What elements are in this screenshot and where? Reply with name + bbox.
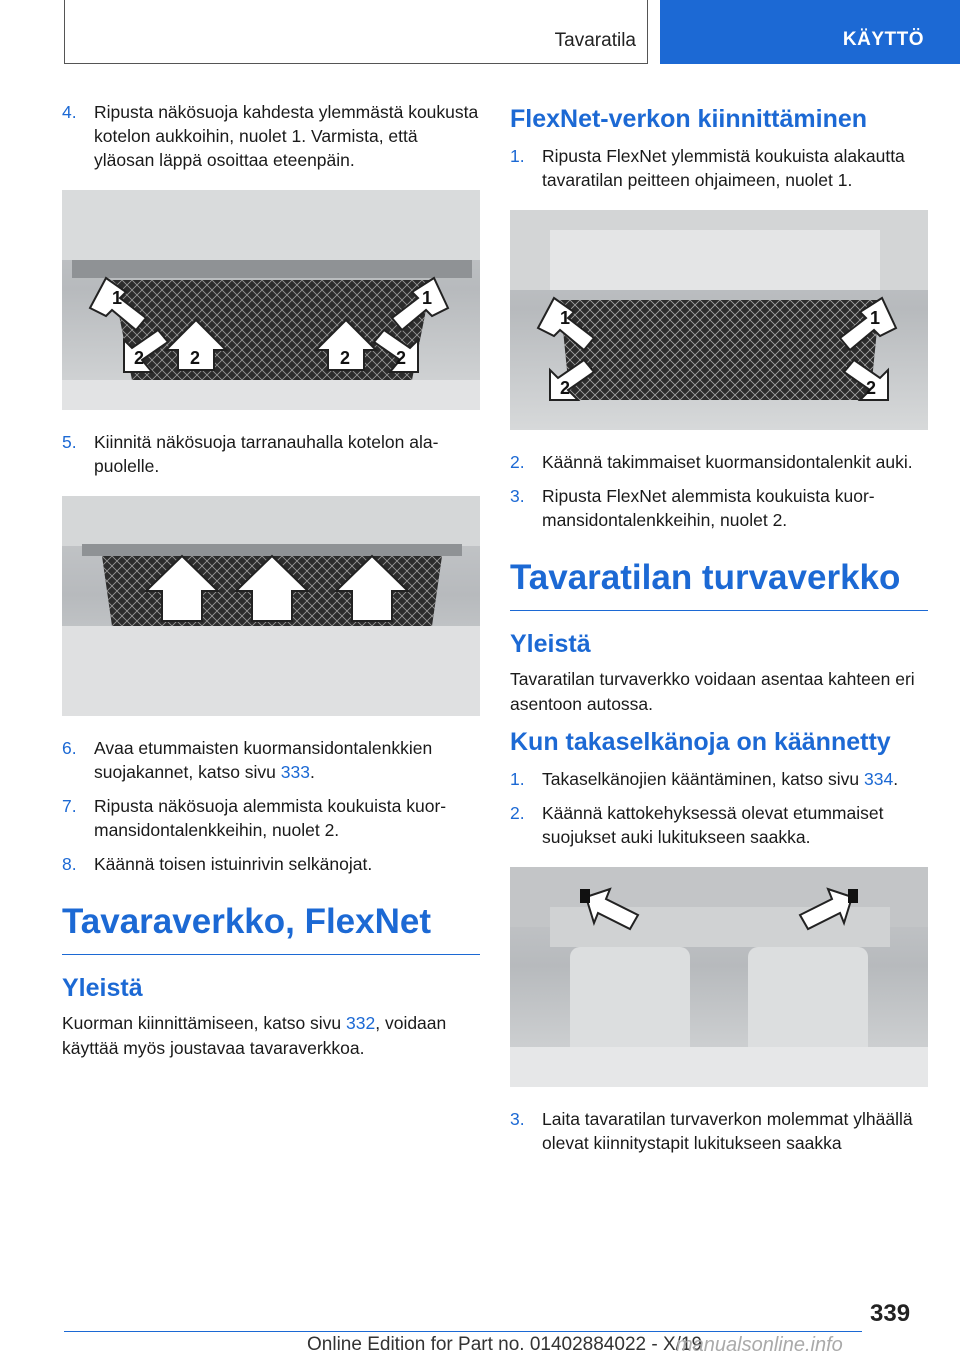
page-number: 339 [870,1300,911,1327]
step-text: Ripusta näkösuoja kahdesta ylemmästä koukusta kotelon aukkoihin, nuolet 1. Varmista, että yläosan läppä osoittaa eteenpäin. [94,102,479,170]
step-text: Ripusta näkösuoja alemmista koukuista kuormansidontalenkkeihin, nuolet 2. [94,796,447,840]
step-text: Käännä toisen istuinrivin selkänojat. [94,854,373,874]
figure-flexnet-hooks [510,210,928,430]
left-column [62,100,480,1071]
footer-edition: Online Edition for Part no. 01402884022 - X/19 [307,1334,703,1355]
figure-label-1: 1 [112,288,123,308]
step-2 [510,450,928,474]
page-link-334[interactable]: 334 [864,769,894,789]
figure-label-2: 2 [396,348,407,368]
paragraph-flexnet-general: Kuorman kiinnittämiseen, katso sivu 332, voidaan käyttää myös joustavaa tavaraverkkoa. [62,1013,447,1058]
page-link-332[interactable]: 332 [346,1013,376,1033]
step-3b [510,1107,928,1155]
step-4 [62,100,480,172]
figure-label-1: 1 [870,308,881,328]
figure-roof-covers [510,867,928,1087]
step-3 [510,484,928,532]
section-heading-safety-net: Tavaratilan turvaverkko [510,558,928,611]
figure-label-2: 2 [560,378,571,398]
step-number: 4. [62,102,77,122]
footer-divider [64,1331,862,1332]
figure-label-2: 2 [866,378,877,398]
watermark: manualsonline.info [676,1334,843,1356]
step-number: 6. [62,738,77,758]
figure-label-1: 1 [422,288,433,308]
right-column [510,100,928,1165]
step-text: Käännä takimmaiset kuormansidontalenkit auki. [542,452,913,472]
step-text: Ripusta FlexNet ylemmistä koukuista alakautta tavaratilan peitteen ohjaimeen, nuolet 1. [542,146,905,190]
section-title: Tavaratila [554,30,636,51]
step-2b [510,801,928,849]
step-8 [62,852,480,876]
step-1b: 1. Takaselkänojien kääntäminen, katso sivu 334. [510,769,899,789]
step-number: 3. [510,486,525,506]
roof-cover-illustration [510,867,928,1087]
step-5 [62,430,480,478]
step-number: 8. [62,854,77,874]
subsection-heading-seatback-folded: Kun takaselkänoja on käännetty [510,728,891,756]
figure-privacy-screen-hooks [62,190,480,410]
step-number: 5. [62,432,77,452]
step-text: Laita tavaratilan turvaverkon molemmat ylhäällä olevat kiinnitystapit lukitukseen saakka [542,1109,913,1153]
cargo-net-illustration [62,190,480,410]
figure-label-2: 2 [340,348,351,368]
step-number: 7. [62,796,77,816]
step-6: 6. Avaa etummaisten kuormansidontalenkkien suojakannet, katso sivu 333. [62,738,433,782]
paragraph-safety-net-general: Tavaratilan turvaverkko voidaan asentaa kahteen eri asentoon autossa. [510,669,915,714]
step-text: Kiinnitä näkösuoja tarranauhalla kotelon alapuolelle. [94,432,439,476]
step-number: 1. [510,146,525,166]
subsection-heading-general: Yleistä [62,974,143,1002]
figure-label-2: 2 [190,348,201,368]
step-7 [62,794,480,842]
step-text: Ripusta FlexNet alemmista koukuista kuormansidontalenkkeihin, nuolet 2. [542,486,875,530]
section-heading-flexnet: Tavaraverkko, FlexNet [62,902,480,955]
chapter-tab-label: KÄYTTÖ [842,29,924,50]
subsection-heading-flexnet-install: FlexNet-verkon kiinnittäminen [510,105,868,133]
chapter-tab [660,0,960,64]
step-text: Käännä kattokehyksessä olevat etummaiset suojukset auki lukitukseen saakka. [542,803,884,847]
step-number: 1. [510,769,525,789]
subsection-heading-general: Yleistä [510,630,591,658]
step-1 [510,144,928,192]
step-number: 2. [510,803,525,823]
cargo-net-velcro-illustration [62,496,480,716]
step-text: Avaa etummaisten kuormansidontalenkkien suojakannet, katso sivu [94,738,433,782]
flexnet-illustration [510,210,928,430]
page-link-333[interactable]: 333 [280,762,310,782]
figure-label-1: 1 [560,308,571,328]
step-number: 2. [510,452,525,472]
figure-velcro-strap [62,496,480,716]
step-number: 3. [510,1109,525,1129]
figure-label-2: 2 [134,348,145,368]
